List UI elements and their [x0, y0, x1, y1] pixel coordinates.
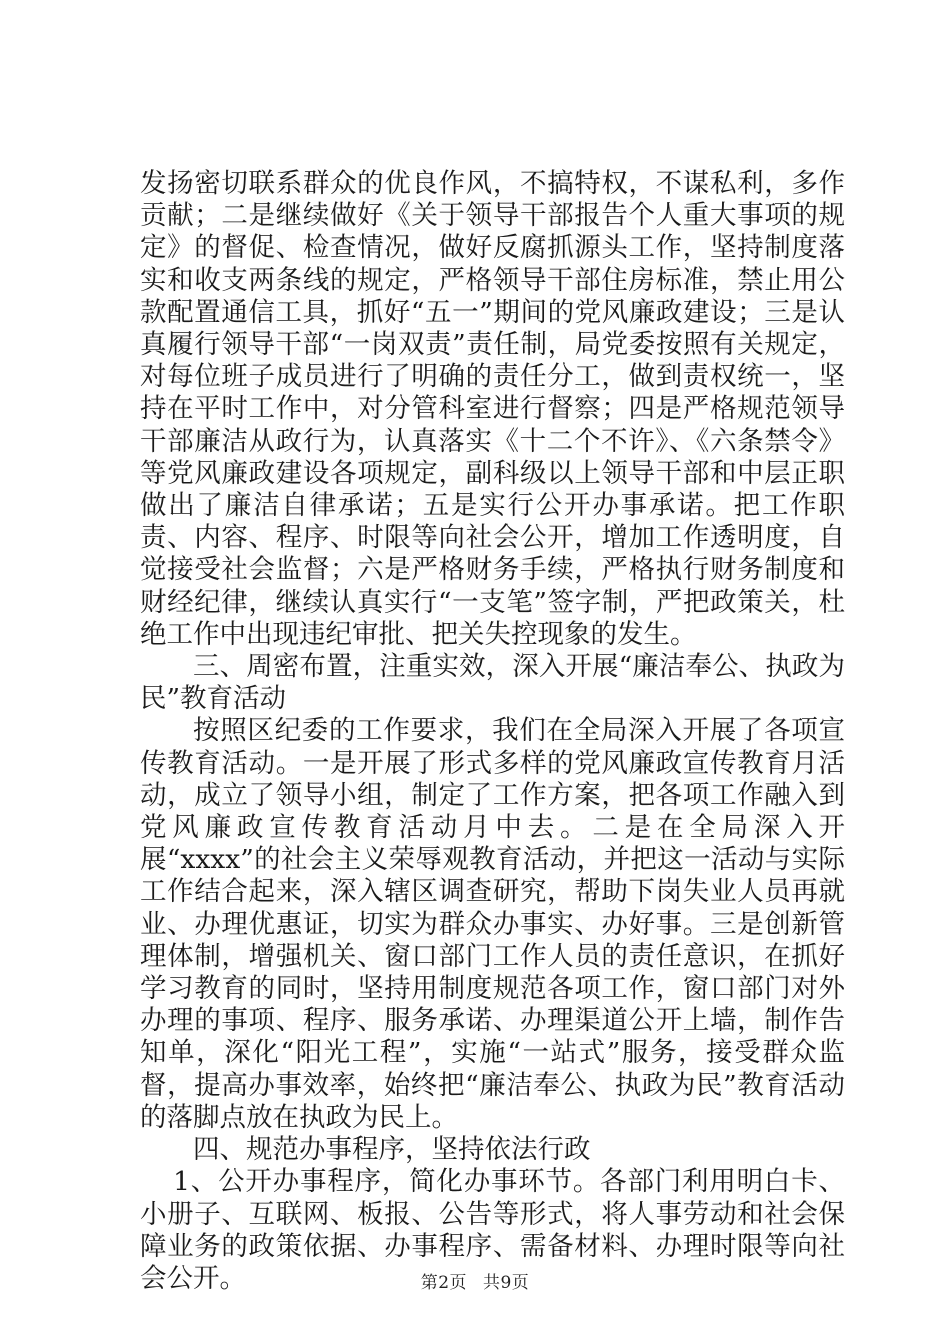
section-heading-3: 三、周密布置，注重实效，深入开展“廉洁奉公、执政为民”教育活动: [140, 651, 845, 715]
section-heading-4: 四、规范办事程序，坚持依法行政: [193, 1134, 591, 1166]
page-footer: [0, 1268, 950, 1293]
paragraph-continuation: 发扬密切联系群众的优良作风，不搞特权，不谋私利，多作贡献；二是继续做好《关于领导干部报告个人重大事项的规定》的督促、检查情况，做好反腐抓源头工作，坚持制度落实和收支两条线的规定，严格领导干部住房标准，禁止用公款配置通信工具，抓好“五一”期间的党风廉政建设；三是认真履行领导干部“一岗双责”责任制，局党委按照有关规定，对每位班子成员进行了明确的责任分工，做到责权统一，坚持在平时工作中，对分管科室进行督察；四是严格规范领导干部廉洁从政行为，认真落实《十二个不许》、《六条禁令》等党风廉政建设各项规定，副科级以上领导干部和中层正职做出了廉洁自律承诺；五是实行公开办事承诺。把工作职责、内容、程序、时限等向社会公开，增加工作透明度，自觉接受社会监督；六是严格财务手续，严格执行财务制度和财经纪律，继续认真实行“一支笔”签字制，严把政策关，杜绝工作中出现违纪审批、把关失控现象的发生。: [140, 168, 845, 650]
paragraph-education: 按照区纪委的工作要求，我们在全局深入开展了各项宣传教育活动。一是开展了形式多样的党风廉政宣传教育月活动，成立了领导小组，制定了工作方案，把各项工作融入到党风廉政宣传教育活动月中去。二是在全局深入开展“xxxx”的社会主义荣辱观教育活动，并把这一活动与实际工作结合起来，深入辖区调查研究，帮助下岗失业人员再就业、办理优惠证，切实为群众办事实、办好事。三是创新管理体制，增强机关、窗口部门工作人员的责任意识，在抓好学习教育的同时，坚持用制度规范各项工作，窗口部门对外办理的事项、程序、服务承诺、办理渠道公开上墙，制作告知单，深化“阳光工程”，实施“一站式”服务，接受群众监督，提高办事效率，始终把“廉洁奉公、执政为民”教育活动的落脚点放在执政为民上。: [140, 715, 845, 1133]
page-total: 共9页: [482, 1273, 530, 1293]
page-number: 第2页: [420, 1273, 468, 1293]
paragraph-procedures: 1、公开办事程序，简化办事环节。各部门利用明白卡、小册子、互联网、板报、公告等形式，将人事劳动和社会保障业务的政策依据、办事程序、需备材料、办理时限等向社会公开。: [140, 1166, 845, 1294]
document-body: [140, 168, 845, 1295]
